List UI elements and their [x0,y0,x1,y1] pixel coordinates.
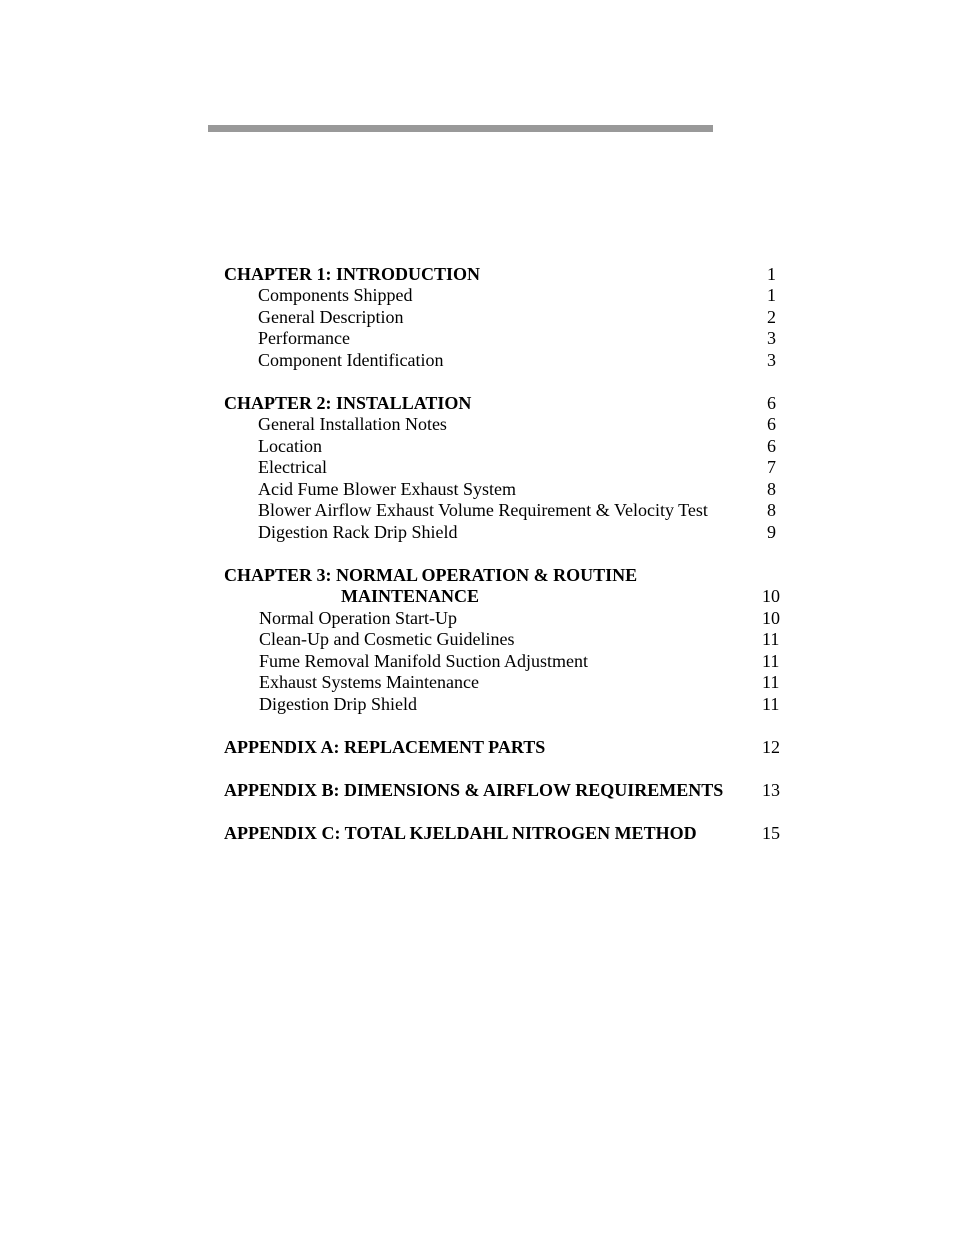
toc-item-page: 7 [767,457,776,477]
toc-chapter-1-page: 1 [767,264,776,284]
toc-chapter-2-page: 6 [767,393,776,413]
toc-item-page: 3 [767,328,776,348]
toc-item-page: 9 [767,522,776,542]
toc-item[interactable]: Fume Removal Manifold Suction Adjustment [259,651,588,671]
toc-appendix-a-page: 12 [762,737,780,757]
toc-item[interactable]: General Description [258,307,404,327]
toc-chapter-3-page: 10 [762,586,780,606]
toc-item-page: 11 [762,629,780,649]
toc-chapter-1-title[interactable]: CHAPTER 1: INTRODUCTION [224,264,481,284]
toc-chapter-3-title-line1[interactable]: CHAPTER 3: NORMAL OPERATION & ROUTINE [224,565,638,585]
toc-item[interactable]: Component Identification [258,350,444,370]
toc-appendix-b-page: 13 [762,780,780,800]
toc-item[interactable]: Blower Airflow Exhaust Volume Requirement & Velocity Test [258,500,708,520]
toc-item-page: 1 [767,285,776,305]
toc-item-page: 8 [767,500,776,520]
toc-item[interactable]: Electrical [258,457,327,477]
toc-chapter-2-title[interactable]: CHAPTER 2: INSTALLATION [224,393,472,413]
toc-item[interactable]: Location [258,436,322,456]
toc-item-page: 10 [762,608,780,628]
toc-item-page: 11 [762,694,780,714]
toc-item[interactable]: Clean-Up and Cosmetic Guidelines [259,629,515,649]
toc-item-page: 6 [767,414,776,434]
toc-chapter-3-title-line2[interactable]: MAINTENANCE [341,586,480,606]
toc-item-page: 11 [762,672,780,692]
toc-appendix-c-title[interactable]: APPENDIX C: TOTAL KJELDAHL NITROGEN METHOD [224,823,697,843]
toc-item[interactable]: Components Shipped [258,285,413,305]
toc-item-page: 2 [767,307,776,327]
toc-item-page: 8 [767,479,776,499]
toc-item[interactable]: Digestion Drip Shield [259,694,417,714]
toc-item[interactable]: General Installation Notes [258,414,447,434]
toc-item[interactable]: Exhaust Systems Maintenance [259,672,479,692]
toc-item-page: 6 [767,436,776,456]
toc-appendix-b-title[interactable]: APPENDIX B: DIMENSIONS & AIRFLOW REQUIREMENTS [224,780,724,800]
toc-item[interactable]: Digestion Rack Drip Shield [258,522,458,542]
toc-item[interactable]: Normal Operation Start-Up [259,608,457,628]
toc-appendix-c-page: 15 [762,823,780,843]
toc-item-page: 11 [762,651,780,671]
toc-item[interactable]: Performance [258,328,350,348]
toc-item[interactable]: Acid Fume Blower Exhaust System [258,479,516,499]
toc-item-page: 3 [767,350,776,370]
toc-appendix-a-title[interactable]: APPENDIX A: REPLACEMENT PARTS [224,737,546,757]
